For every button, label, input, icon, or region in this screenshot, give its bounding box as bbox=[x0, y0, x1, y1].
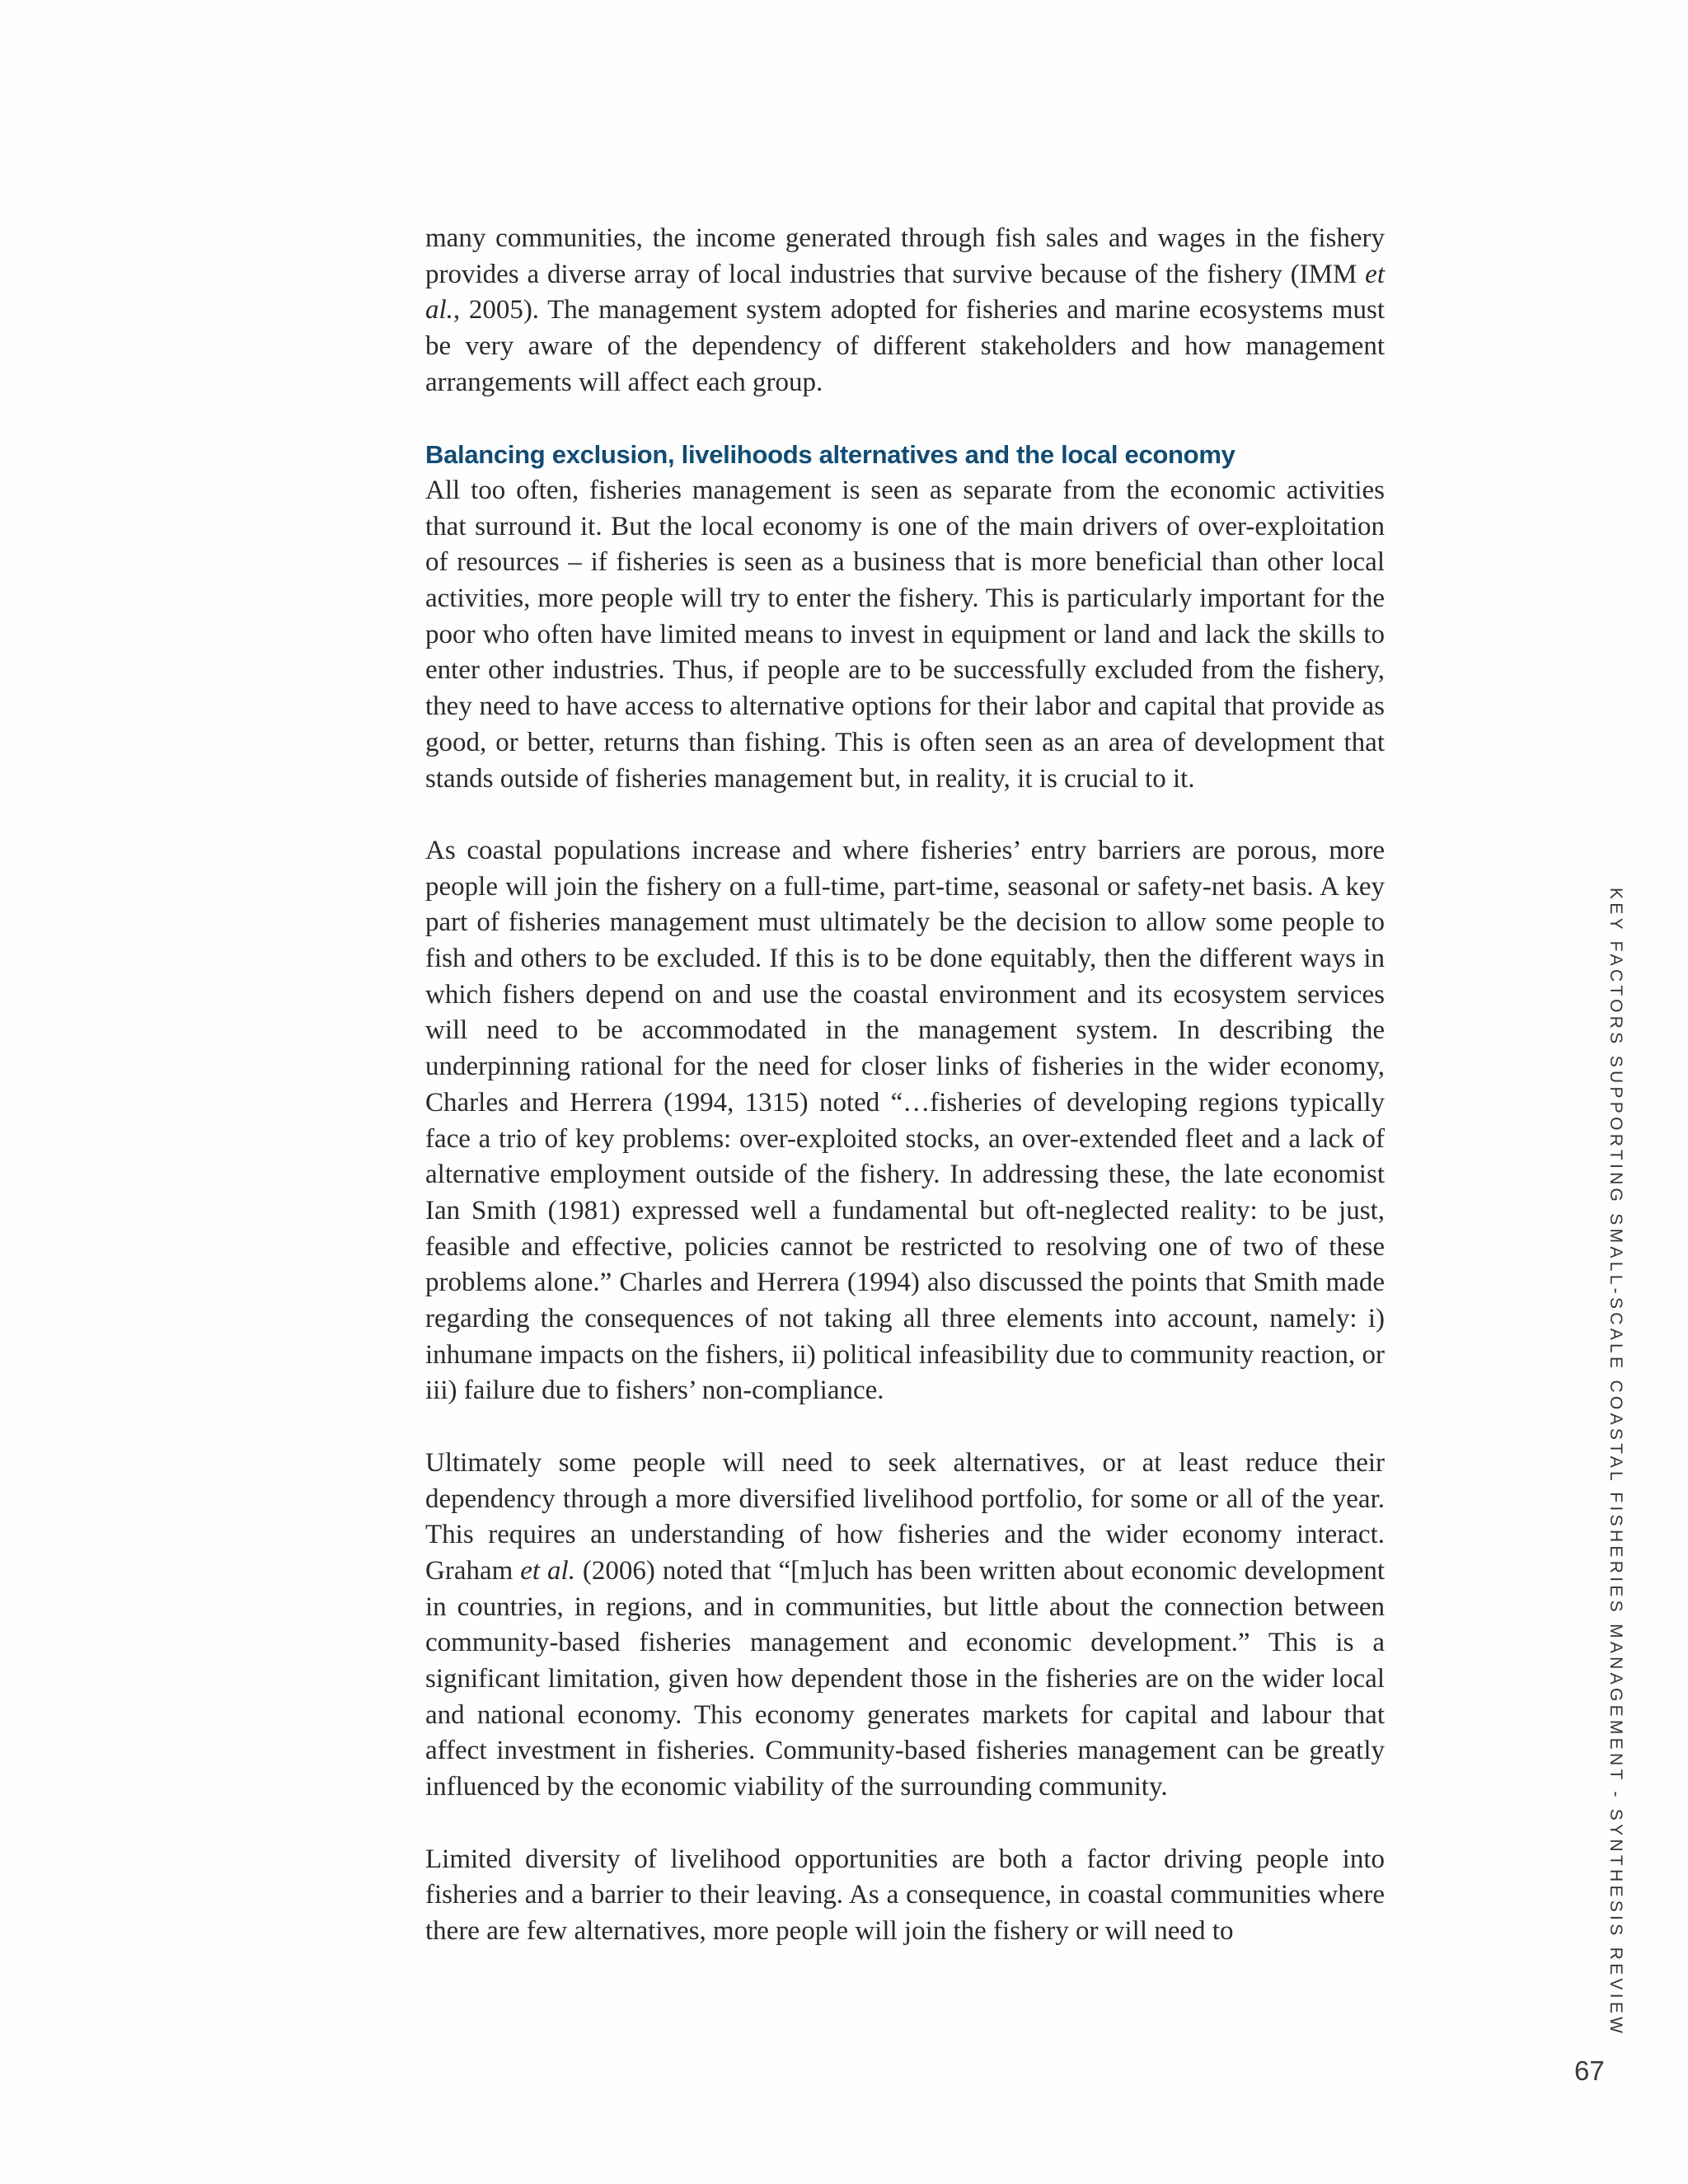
running-side-title: KEY FACTORS SUPPORTING SMALL-SCALE COASTAL FISHERIES MANAGEMENT - SYNTHESIS REVIEW bbox=[1606, 888, 1625, 2037]
body-text-column bbox=[425, 221, 1385, 1950]
section-heading: Balancing exclusion, livelihoods alternatives and the local economy bbox=[425, 440, 1236, 470]
paragraph-4 bbox=[425, 1446, 1385, 1806]
paragraph-1-text-b: , 2005). The management system adopted for fisheries and marine ecosystems must be very aware of the dependency of different stakeholders and how management arrangements will affect each group. bbox=[425, 295, 1385, 397]
paragraph-1-text-a: many communities, the income generated through fish sales and wages in the fishery provides a diverse array of local industries that survive because of the fishery (IMM bbox=[425, 223, 1385, 289]
paragraph-4-citation-etal: et al. bbox=[520, 1555, 575, 1586]
paragraph-4-text-a: Ultimately some people will need to seek alternatives, or at least reduce their dependency through a more diversified livelihood portfolio, for some or all of the year. This requires an understanding of how fisheries and the wider economy interact. Graham bbox=[425, 1447, 1385, 1586]
paragraph-1 bbox=[425, 221, 1385, 401]
paragraph-2: All too often, fisheries management is seen as separate from the economic activities that surround it. But the local economy is one of the main drivers of over-exploitation of resources – if fisheries is seen as a business that is more beneficial than other local activities, more people will try to enter the fishery. This is particularly important for the poor who often have limited means to invest in equipment or land and lack the skills to enter other industries. Thus, if people are to be successfully excluded from the fishery, they need to have access to alternative options for their labor and capital that provide as good, or better, returns than fishing. This is often seen as an area of development that stands outside of fisheries management but, in reality, it is crucial to it. bbox=[425, 475, 1385, 794]
page-number: 67 bbox=[1574, 2055, 1605, 2086]
paragraph-4-text-b: (2006) noted that “[m]uch has been written about economic development in countries, in regions, and in communities, but little about the connection between community-based fisheries management and economic development.” This is a significant limitation, given how dependent those in the fisheries are on the wider local and national economy. This economy generates markets for capital and labour that affect investment in fisheries. Community-based fisheries management can be greatly influenced by the economic viability of the surrounding community. bbox=[425, 1555, 1386, 1802]
paragraph-1-citation-etal: et al. bbox=[425, 259, 1385, 326]
paragraph-5: Limited diversity of livelihood opportunities are both a factor driving people into fisheries and a barrier to their leaving. As a consequence, in coastal communities where there are few alternatives, more people will join the fishery or will need to bbox=[425, 1844, 1385, 1946]
paragraph-3: As coastal populations increase and where fisheries’ entry barriers are porous, more people will join the fishery on a full-time, part-time, seasonal or safety-net basis. A key part of fisheries management must ultimately be the decision to allow some people to fish and others to be excluded. If this is to be done equitably, then the different ways in which fishers depend on and use the coastal environment and its ecosystem services will need to be accommodated in the management system. In describing the underpinning rational for the need for closer links of fisheries in the wider economy, Charles and Herrera (1994, 1315) noted “…fisheries of developing regions typically face a trio of key problems: over-exploited stocks, an over-extended fleet and a lack of alternative employment outside of the fishery. In addressing these, the late economist Ian Smith (1981) expressed well a fundamental but oft-neglected reality: to be just, feasible and effective, policies cannot be restricted to resolving one of two of these problems alone.” Charles and Herrera (1994) also discussed the points that Smith made regarding the consequences of not taking all three elements into account, namely: i) inhumane impacts on the fishers, ii) political infeasibility due to community reaction, or iii) failure due to fishers’ non-compliance. bbox=[425, 835, 1385, 1406]
